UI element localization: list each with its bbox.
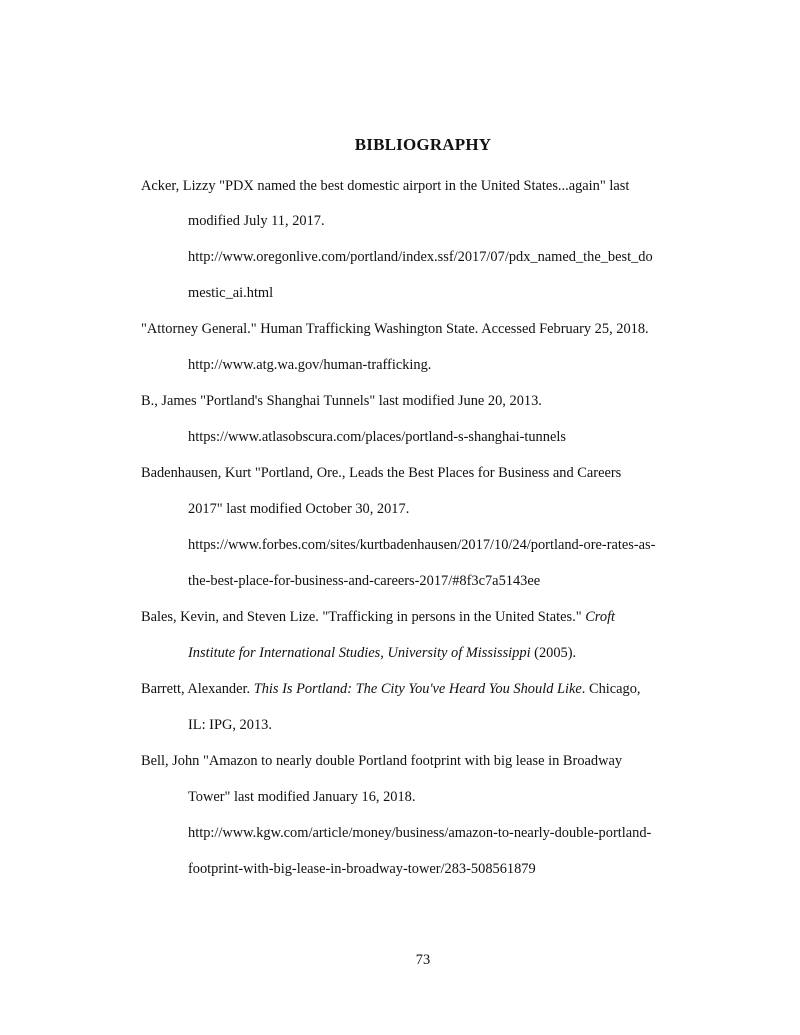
entry-url: https://www.atlasobscura.com/places/portland-s-shanghai-tunnels xyxy=(188,429,566,445)
entry-url: http://www.oregonlive.com/portland/index.ssf/2017/07/pdx_named_the_best_do xyxy=(188,249,653,265)
entry-url: mestic_ai.html xyxy=(188,285,274,301)
entry-line: Tower" last modified January 16, 2018. xyxy=(188,789,416,805)
entry-line: 2017" last modified October 30, 2017. xyxy=(188,501,410,517)
entry-url: https://www.forbes.com/sites/kurtbadenhausen/2017/10/24/portland-ore-rates-as- xyxy=(188,537,656,553)
entry-line: Badenhausen, Kurt "Portland, Ore., Leads the Best Places for Business and Careers xyxy=(141,465,622,481)
entry-line xyxy=(188,643,576,663)
entry-line: "Attorney General." Human Trafficking Washington State. Accessed February 25, 2018. xyxy=(141,321,649,337)
entry-line: Bell, John "Amazon to nearly double Portland footprint with big lease in Broadway xyxy=(141,753,623,769)
entry-text: Barrett, Alexander. xyxy=(141,681,254,697)
entry-url: the-best-place-for-business-and-careers-2017/#8f3c7a5143ee xyxy=(188,573,541,589)
entry-text: Bales, Kevin, and Steven Lize. "Trafficking in persons in the United States." xyxy=(141,609,586,625)
entry-italic-text: Institute for International Studies, University of Mississippi xyxy=(188,645,531,661)
entry-line xyxy=(141,607,615,627)
entry-line: Acker, Lizzy "PDX named the best domestic airport in the United States...again" last xyxy=(141,178,630,194)
entry-line: B., James "Portland's Shanghai Tunnels" last modified June 20, 2013. xyxy=(141,393,542,409)
entry-text: . Chicago, xyxy=(581,681,641,697)
entry-line: modified July 11, 2017. xyxy=(188,213,325,229)
entry-italic-text: This Is Portland: The City You've Heard You Should Like xyxy=(253,681,582,697)
entry-url: footprint-with-big-lease-in-broadway-tower/283-508561879 xyxy=(188,861,536,877)
page-number: 73 xyxy=(415,952,431,968)
entry-line: IL: IPG, 2013. xyxy=(188,717,272,733)
page-title: BIBLIOGRAPHY xyxy=(354,135,492,154)
entry-text: (2005). xyxy=(530,645,577,661)
entry-url: http://www.atg.wa.gov/human-trafficking. xyxy=(188,357,432,373)
entry-italic-text: Croft xyxy=(585,609,616,625)
entry-url: http://www.kgw.com/article/money/business/amazon-to-nearly-double-portland- xyxy=(188,825,652,841)
entry-line xyxy=(141,679,641,699)
